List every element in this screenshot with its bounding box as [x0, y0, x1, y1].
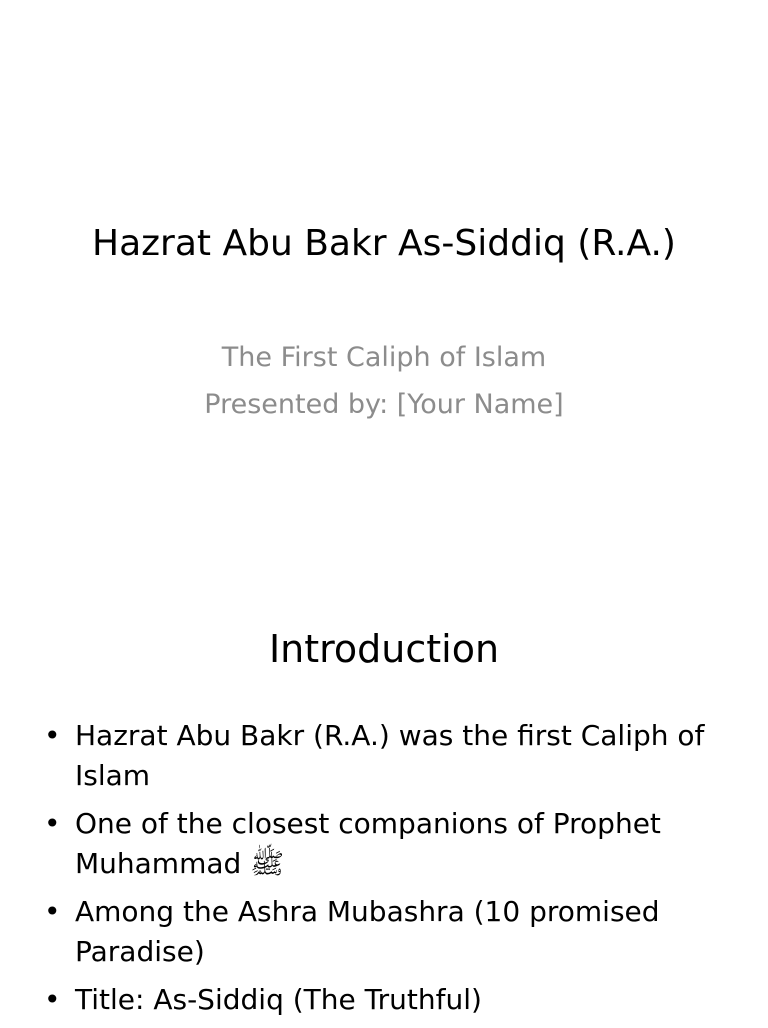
subtitle-presenter: Presented by: [Your Name] [204, 389, 564, 420]
section-title: Introduction [268, 627, 500, 671]
bullet-dot-icon: • [44, 807, 61, 840]
bullet-text: One of the closest companions of Prophet Muhammad ﷺ [75, 807, 661, 880]
bullet-text: Among the Ashra Mubashra (10 promised Paradise) [75, 895, 660, 968]
introduction-slide [0, 576, 768, 1024]
bullet-dot-icon: • [44, 895, 61, 928]
bullet-item [0, 716, 768, 796]
bullet-dot-icon: • [44, 983, 61, 1016]
bullet-dot-icon: • [44, 719, 61, 752]
bullet-text: Hazrat Abu Bakr (R.A.) was the first Caliph of Islam [75, 719, 705, 792]
bullet-item [0, 804, 768, 884]
subtitle-block [0, 334, 768, 428]
bullet-item [0, 980, 768, 1020]
subtitle-caliph: The First Caliph of Islam [221, 342, 547, 373]
bullet-text: Title: As-Siddiq (The Truthful) [75, 983, 482, 1016]
bullet-item [0, 892, 768, 972]
presentation-title: Hazrat Abu Bakr As-Siddiq (R.A.) [92, 223, 676, 264]
bullet-list [0, 716, 768, 1028]
